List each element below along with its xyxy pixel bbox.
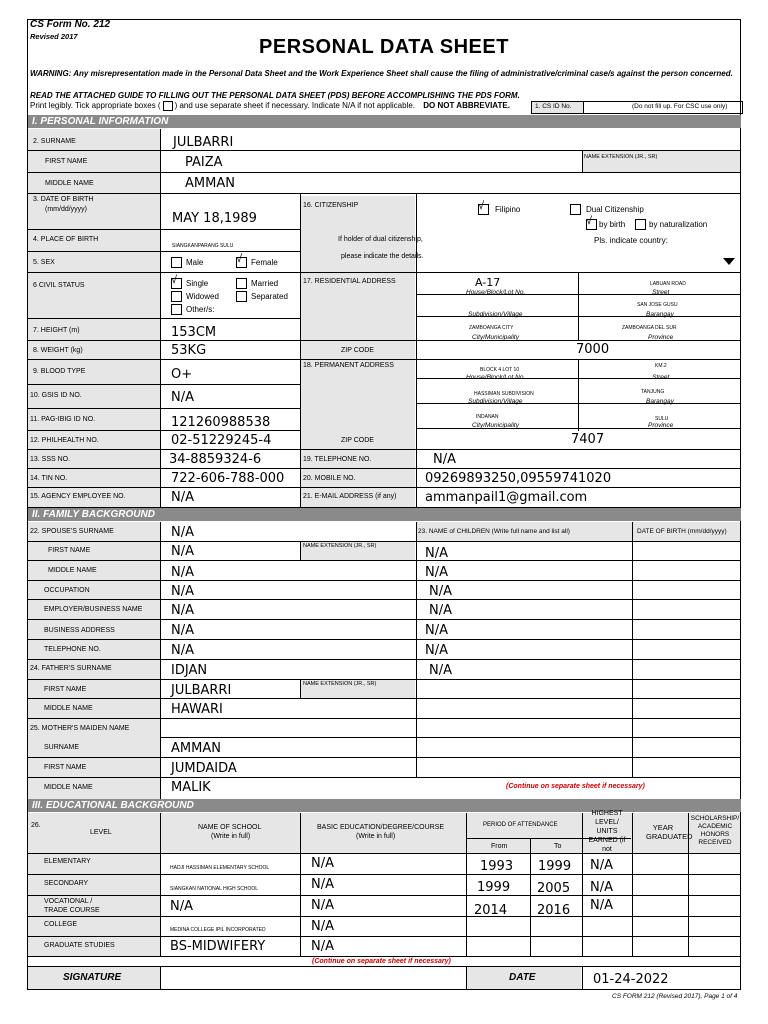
- value-weight[interactable]: 53KG: [171, 343, 207, 358]
- label-date: DATE: [509, 972, 536, 983]
- label-business-address: BUSINESS ADDRESS: [44, 627, 115, 634]
- check-filipino-icon: √: [478, 200, 485, 212]
- value-middle-name[interactable]: AMMAN: [185, 176, 235, 191]
- edu-to-vocational[interactable]: 2016: [537, 903, 571, 918]
- label-edu-from: From: [491, 843, 508, 850]
- label-residential: 17. RESIDENTIAL ADDRESS: [303, 278, 396, 285]
- edu-school-secondary[interactable]: SIANGKAN NATIONAL HIGH SCHOOL: [170, 886, 259, 892]
- label-spouse-name-ext: NAME EXTENSION (JR., SR): [303, 543, 377, 549]
- label-sex: 5. SEX: [33, 259, 55, 266]
- value-perm-house[interactable]: BLOCK 4 LOT 10: [480, 367, 520, 373]
- value-child-3[interactable]: N/A: [429, 584, 452, 599]
- label-dual-note-1: If holder of dual citizenship,: [338, 236, 423, 243]
- value-occupation[interactable]: N/A: [171, 584, 194, 599]
- sub-perm-province: Province: [648, 422, 674, 429]
- value-perm-street[interactable]: KM.2: [655, 363, 667, 369]
- checkbox-married[interactable]: [236, 278, 247, 289]
- label-surname: 2. SURNAME: [33, 138, 76, 145]
- edu-from-elementary[interactable]: 1993: [480, 859, 514, 874]
- value-res-zip[interactable]: 7000: [576, 342, 610, 357]
- label-separated: Separated: [251, 292, 288, 301]
- label-name-ext: NAME EXTENSION (JR., SR): [584, 154, 658, 160]
- value-father-surname[interactable]: IDJAN: [171, 663, 208, 678]
- label-signature: SIGNATURE: [63, 972, 122, 983]
- value-height[interactable]: 153CM: [171, 325, 217, 340]
- edu-school-graduate[interactable]: BS-MIDWIFERY: [170, 939, 266, 954]
- value-perm-subdiv[interactable]: HASSIMAN SUBDIVISION: [474, 391, 534, 397]
- label-edu-num: 26.: [31, 822, 41, 829]
- form-revision: Revised 2017: [30, 32, 78, 41]
- edu-level-secondary: SECONDARY: [44, 880, 89, 887]
- value-telephone[interactable]: N/A: [433, 452, 456, 467]
- label-dual: Dual Citizenship: [586, 205, 644, 214]
- value-philhealth[interactable]: 02-51229245-4: [171, 433, 272, 448]
- label-email: 21. E-MAIL ADDRESS (if any): [303, 493, 397, 500]
- label-spouse-middle: MIDDLE NAME: [48, 567, 97, 574]
- label-res-zip: ZIP CODE: [341, 347, 374, 354]
- print-text-a: Print legibly. Tick appropriate boxes (: [30, 101, 161, 111]
- value-perm-barangay[interactable]: TANJUNG: [641, 389, 665, 395]
- label-edu-year-grad: YEAR GRADUATED: [646, 823, 693, 841]
- value-pagibig[interactable]: 121260988538: [171, 415, 271, 430]
- label-gsis: 10. GSIS ID NO.: [30, 392, 82, 399]
- checkbox-dual[interactable]: [570, 204, 581, 215]
- label-tin: 14. TIN NO.: [30, 475, 68, 482]
- label-pob: 4. PLACE OF BIRTH: [33, 236, 99, 243]
- edu-school-elementary[interactable]: HADJI HASSIMAN ELEMENTARY SCHOOL: [170, 865, 270, 871]
- edu-course-graduate[interactable]: N/A: [311, 939, 334, 954]
- label-weight: 8. WEIGHT (kg): [33, 347, 83, 354]
- value-blood-type[interactable]: O+: [171, 367, 193, 382]
- dropdown-arrow-icon[interactable]: [723, 258, 735, 265]
- csc-use-note: (Do not fill up. For CSC use only): [632, 103, 728, 110]
- signature-field[interactable]: [161, 967, 465, 989]
- label-mother-middle: MIDDLE NAME: [44, 784, 93, 791]
- label-mother-surname: SURNAME: [44, 744, 80, 751]
- page-title: PERSONAL DATA SHEET: [259, 36, 509, 58]
- print-text-b: ) and use separate sheet if necessary. Indicate N/A if not applicable.: [174, 101, 416, 111]
- label-filipino: Filipino: [495, 205, 521, 214]
- edu-school-college[interactable]: MEDINA COLLEGE IPIL INCORPORATED: [170, 927, 266, 933]
- label-edu-honors: SCHOLARSHIP/ ACADEMIC HONORS RECEIVED: [690, 815, 740, 846]
- value-child-7[interactable]: N/A: [429, 663, 452, 678]
- value-child-2[interactable]: N/A: [425, 565, 448, 580]
- checkbox-male[interactable]: [171, 257, 182, 268]
- value-surname[interactable]: JULBARRI: [173, 135, 234, 150]
- warning-text: WARNING: Any misrepresentation made in the Personal Data Sheet and the Work Experience Sheet shall cause the filing of administrative/criminal case/s against the person concerned.: [30, 69, 733, 78]
- label-spouse-telephone: TELEPHONE NO.: [44, 646, 101, 653]
- value-spouse-first[interactable]: N/A: [171, 544, 194, 559]
- value-mother-surname[interactable]: AMMAN: [171, 741, 221, 756]
- value-res-barangay[interactable]: SAN JOSE GUSU: [637, 302, 678, 308]
- value-sss[interactable]: 34-8859324-6: [169, 452, 262, 467]
- checkbox-widowed[interactable]: [171, 291, 182, 302]
- value-pob[interactable]: SIANGKANPARANG SULU: [172, 243, 234, 249]
- label-edu-school: NAME OF SCHOOL: [198, 824, 262, 831]
- edu-to-secondary[interactable]: 2005: [537, 881, 571, 896]
- label-edu-course: BASIC EDUCATION/DEGREE/COURSE: [317, 824, 445, 831]
- label-dual-note-2: please indicate the details.: [341, 253, 424, 260]
- value-child-6[interactable]: N/A: [425, 643, 448, 658]
- label-employer: EMPLOYER/BUSINESS NAME: [44, 606, 143, 613]
- edu-from-vocational[interactable]: 2014: [474, 903, 508, 918]
- value-child-4[interactable]: N/A: [429, 603, 452, 618]
- label-height: 7. HEIGHT (m): [33, 327, 80, 334]
- sub-perm-street: Street: [652, 374, 670, 381]
- value-dob[interactable]: MAY 18,1989: [172, 211, 257, 226]
- label-civil-status: 6 CIVIL STATUS: [33, 282, 85, 289]
- edu-to-elementary[interactable]: 1999: [538, 859, 572, 874]
- checkbox-by-naturalization[interactable]: [635, 219, 646, 230]
- value-first-name[interactable]: PAIZA: [185, 155, 223, 170]
- label-sss: 13. SSS NO.: [30, 456, 71, 463]
- sub-res-subdiv: Subdivision/Village: [468, 311, 523, 318]
- section-family-background: II. FAMILY BACKGROUND: [28, 508, 741, 521]
- label-others: Other/s:: [186, 305, 215, 314]
- label-edu-to: To: [554, 843, 562, 850]
- edu-units-elementary[interactable]: N/A: [590, 858, 613, 873]
- check-female-icon: √: [236, 253, 243, 265]
- label-mobile: 20. MOBILE NO.: [303, 475, 356, 482]
- label-spouse-surname: 22. SPOUSE'S SURNAME: [30, 528, 114, 535]
- label-male: Male: [186, 258, 204, 267]
- label-widowed: Widowed: [186, 292, 219, 301]
- edu-course-elementary[interactable]: N/A: [311, 856, 334, 871]
- continue-note-education: (Continue on separate sheet if necessary): [312, 958, 451, 965]
- label-telephone: 19. TELEPHONE NO.: [303, 456, 372, 463]
- value-spouse-surname[interactable]: N/A: [171, 525, 194, 540]
- label-edu-level: LEVEL: [90, 829, 112, 836]
- continue-note-family: (Continue on separate sheet if necessary): [506, 783, 645, 790]
- label-father-surname: 24. FATHER'S SURNAME: [30, 665, 112, 672]
- label-perm-zip: ZIP CODE: [341, 437, 374, 444]
- value-res-street[interactable]: LABUAN ROAD: [650, 281, 686, 287]
- label-edu-course-sub: (Write in full): [356, 833, 396, 840]
- value-email[interactable]: ammanpail1@gmail.com: [425, 490, 588, 505]
- label-father-first: FIRST NAME: [44, 686, 87, 693]
- edu-course-secondary[interactable]: N/A: [311, 877, 334, 892]
- label-edu-school-sub: (Write in full): [211, 833, 251, 840]
- label-edu-highest: HIGHEST LEVEL/ UNITS EARNED (if not: [588, 810, 626, 853]
- label-married: Married: [251, 279, 279, 288]
- print-instructions: [30, 101, 510, 111]
- sub-res-province: Province: [648, 334, 674, 341]
- value-business-address[interactable]: N/A: [171, 623, 194, 638]
- value-res-province[interactable]: ZAMBOANGA DEL SUR: [622, 325, 677, 331]
- no-abbrev-text: DO NOT ABBREVIATE.: [423, 101, 510, 111]
- edu-level-vocational: VOCATIONAL / TRADE COURSE: [44, 898, 100, 914]
- value-mobile[interactable]: 09269893250,09559741020: [425, 471, 612, 486]
- country-dropdown[interactable]: [416, 250, 740, 272]
- value-mother-first[interactable]: JUMDAIDA: [171, 761, 237, 776]
- edu-from-secondary[interactable]: 1999: [477, 880, 511, 895]
- value-res-house[interactable]: A-17: [475, 276, 501, 289]
- checkbox-others[interactable]: [171, 304, 182, 315]
- label-by-naturalization: by naturalization: [649, 220, 708, 229]
- section-educational-background: III. EDUCATIONAL BACKGROUND: [28, 799, 741, 812]
- value-perm-zip[interactable]: 7407: [571, 432, 605, 447]
- sub-perm-barangay: Barangay: [646, 398, 674, 405]
- edu-school-vocational[interactable]: N/A: [170, 899, 193, 914]
- checkbox-separated[interactable]: [236, 291, 247, 302]
- label-children: 23. NAME of CHILDREN (Write full name and list all): [418, 528, 570, 535]
- value-father-first[interactable]: JULBARRI: [171, 683, 232, 698]
- edu-units-secondary[interactable]: N/A: [590, 880, 613, 895]
- label-edu-period: PERIOD OF ATTENDANCE: [483, 822, 558, 828]
- label-female: Female: [251, 258, 278, 267]
- sub-perm-house: House/Block/Lot No.: [466, 374, 526, 381]
- label-dob: 3. DATE OF BIRTH: [33, 196, 94, 203]
- label-occupation: OCCUPATION: [44, 587, 90, 594]
- sub-perm-city: City/Municipality: [472, 422, 519, 429]
- label-mother-first: FIRST NAME: [44, 764, 87, 771]
- edu-level-elementary: ELEMENTARY: [44, 858, 91, 865]
- value-child-5[interactable]: N/A: [425, 623, 448, 638]
- form-number: CS Form No. 212: [30, 19, 111, 30]
- sub-res-house: House/Block/Lot No.: [466, 289, 526, 296]
- sub-perm-subdiv: Subdivision/Village: [468, 398, 523, 405]
- value-gsis[interactable]: N/A: [171, 390, 194, 405]
- edu-course-college[interactable]: N/A: [311, 919, 334, 934]
- label-middle-name: MIDDLE NAME: [45, 180, 94, 187]
- label-citizenship: 16. CITIZENSHIP: [303, 202, 359, 209]
- label-father-middle: MIDDLE NAME: [44, 705, 93, 712]
- label-spouse-first: FIRST NAME: [48, 547, 91, 554]
- value-employer[interactable]: N/A: [171, 603, 194, 618]
- label-by-birth: by birth: [599, 220, 626, 229]
- section-personal-info: I. PERSONAL INFORMATION: [28, 115, 741, 128]
- sub-res-street: Street: [652, 289, 670, 296]
- check-by-birth-icon: √: [586, 215, 593, 227]
- value-child-1[interactable]: N/A: [425, 546, 448, 561]
- value-agency[interactable]: N/A: [171, 490, 194, 505]
- edu-units-vocational[interactable]: N/A: [590, 898, 613, 913]
- label-pagibig: 11. PAG-IBIG ID NO.: [30, 416, 96, 423]
- edu-level-graduate: GRADUATE STUDIES: [44, 942, 115, 949]
- guide-text: READ THE ATTACHED GUIDE TO FILLING OUT THE PERSONAL DATA SHEET (PDS) BEFORE ACCOMPLISHING THE PDS FORM.: [30, 91, 520, 100]
- label-agency: 15. AGENCY EMPLOYEE NO.: [30, 493, 126, 500]
- label-father-name-ext: NAME EXTENSION (JR., SR): [303, 681, 377, 687]
- label-permanent: 18. PERMANENT ADDRESS: [303, 362, 394, 369]
- label-philhealth: 12. PHILHEALTH NO.: [30, 437, 99, 444]
- value-father-middle[interactable]: HAWARI: [171, 702, 223, 717]
- edu-level-college: COLLEGE: [44, 921, 78, 928]
- label-pls-country: Pls. indicate country:: [594, 236, 668, 245]
- footer-page-info: CS FORM 212 (Revised 2017), Page 1 of 4: [612, 993, 738, 1000]
- label-single: Single: [186, 279, 209, 288]
- value-perm-city[interactable]: INDANAN: [476, 414, 499, 420]
- sub-res-barangay: Barangay: [646, 311, 674, 318]
- check-single-icon: √: [171, 274, 178, 286]
- value-spouse-middle[interactable]: N/A: [171, 565, 194, 580]
- label-dob-format: (mm/dd/yyyy): [45, 206, 87, 213]
- value-spouse-telephone[interactable]: N/A: [171, 643, 194, 658]
- label-first-name: FIRST NAME: [45, 158, 88, 165]
- label-child-dob: DATE OF BIRTH (mm/dd/yyyy): [637, 528, 727, 535]
- value-tin[interactable]: 722-606-788-000: [171, 471, 285, 486]
- value-perm-province[interactable]: SULU: [655, 416, 669, 422]
- value-date[interactable]: 01-24-2022: [593, 972, 669, 987]
- label-blood-type: 9. BLOOD TYPE: [33, 368, 86, 375]
- tick-sample-box: [163, 101, 173, 111]
- value-mother-middle[interactable]: MALIK: [171, 780, 211, 795]
- value-res-city[interactable]: ZAMBOANGA CITY: [469, 325, 514, 331]
- cs-id-label: 1. CS ID No.: [535, 103, 572, 110]
- label-mother-maiden: 25. MOTHER'S MAIDEN NAME: [30, 725, 130, 732]
- edu-course-vocational[interactable]: N/A: [311, 898, 334, 913]
- sub-res-city: City/Municipality: [472, 334, 519, 341]
